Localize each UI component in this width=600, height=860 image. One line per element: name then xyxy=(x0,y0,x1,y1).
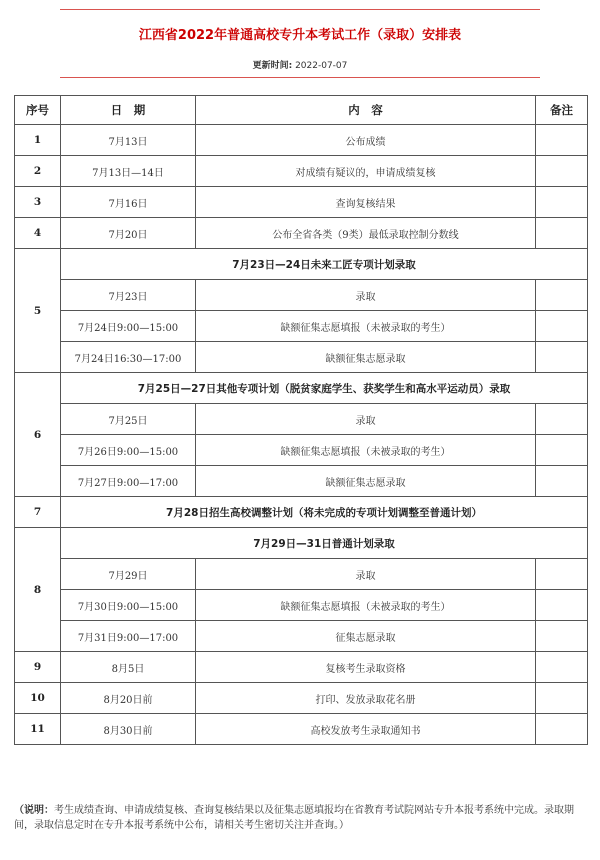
table-row xyxy=(15,621,588,652)
row-remark xyxy=(536,466,588,497)
row-date: 7月13日 xyxy=(61,125,196,156)
group-banner: 7月25日—27日其他专项计划（脱贫家庭学生、获奖学生和高水平运动员）录取 xyxy=(61,373,588,404)
row-content: 征集志愿录取 xyxy=(196,621,536,652)
table-row xyxy=(15,652,588,683)
header-content: 内 容 xyxy=(196,96,536,125)
row-content: 查询复核结果 xyxy=(196,187,536,218)
row-date: 7月29日 xyxy=(61,559,196,590)
table-row xyxy=(15,683,588,714)
row-date: 7月16日 xyxy=(61,187,196,218)
group-banner: 7月23日—24日未来工匠专项计划录取 xyxy=(61,249,588,280)
row-date: 8月20日前 xyxy=(61,683,196,714)
row-date: 7月27日9:00—17:00 xyxy=(61,466,196,497)
row-content: 缺额征集志愿录取 xyxy=(196,466,536,497)
group-banner-row xyxy=(15,249,588,280)
row-content: 高校发放考生录取通知书 xyxy=(196,714,536,745)
header-divider xyxy=(60,77,540,78)
row-no: 10 xyxy=(15,683,61,714)
group-banner-row xyxy=(15,528,588,559)
header-no: 序号 xyxy=(15,96,61,125)
row-remark xyxy=(536,621,588,652)
row-remark xyxy=(536,311,588,342)
footnote xyxy=(14,803,589,833)
row-remark xyxy=(536,683,588,714)
update-time xyxy=(0,58,600,71)
row-no: 11 xyxy=(15,714,61,745)
row-content: 录取 xyxy=(196,559,536,590)
table-row xyxy=(15,435,588,466)
page-title: 江西省2022年普通高校专升本考试工作（录取）安排表 xyxy=(138,28,462,43)
row-date: 7月25日 xyxy=(61,404,196,435)
row-date: 7月24日9:00—15:00 xyxy=(61,311,196,342)
row-date: 7月26日9:00—15:00 xyxy=(61,435,196,466)
row-date: 8月30日前 xyxy=(61,714,196,745)
group-banner-row xyxy=(15,497,588,528)
row-date: 7月20日 xyxy=(61,218,196,249)
row-remark xyxy=(536,187,588,218)
row-remark xyxy=(536,714,588,745)
row-date: 7月24日16:30—17:00 xyxy=(61,342,196,373)
row-content: 缺额征集志愿填报（未被录取的考生） xyxy=(196,590,536,621)
row-no: 2 xyxy=(15,156,61,187)
row-remark xyxy=(536,435,588,466)
row-no: 7 xyxy=(15,497,61,528)
row-date: 7月30日9:00—15:00 xyxy=(61,590,196,621)
row-content: 打印、发放录取花名册 xyxy=(196,683,536,714)
row-remark xyxy=(536,218,588,249)
row-content: 对成绩有疑议的，申请成绩复核 xyxy=(196,156,536,187)
group-banner: 7月29日—31日普通计划录取 xyxy=(61,528,588,559)
footnote-text: 考生成绩查询、申请成绩复核、查询复核结果以及征集志愿填报均在省教育考试院网站专升本报考系统中完成。录取期间，录取信息定时在专升本报考系统中公布，请相关考生密切关注并查询。） xyxy=(14,805,574,831)
row-remark xyxy=(536,280,588,311)
table-row xyxy=(15,590,588,621)
table-row xyxy=(15,311,588,342)
row-content: 公布全省各类（9类）最低录取控制分数线 xyxy=(196,218,536,249)
row-no: 3 xyxy=(15,187,61,218)
row-content: 公布成绩 xyxy=(196,125,536,156)
table-row xyxy=(15,156,588,187)
table-row xyxy=(15,714,588,745)
row-no: 5 xyxy=(15,249,61,373)
table-row xyxy=(15,404,588,435)
row-no: 9 xyxy=(15,652,61,683)
update-time-value: 2022-07-07 xyxy=(295,61,348,71)
table-row xyxy=(15,125,588,156)
row-content: 录取 xyxy=(196,280,536,311)
row-date: 7月23日 xyxy=(61,280,196,311)
row-content: 录取 xyxy=(196,404,536,435)
header-remark: 备注 xyxy=(536,96,588,125)
row-remark xyxy=(536,125,588,156)
row-remark xyxy=(536,156,588,187)
group-banner: 7月28日招生高校调整计划（将未完成的专项计划调整至普通计划） xyxy=(61,497,588,528)
row-remark xyxy=(536,404,588,435)
row-content: 缺额征集志愿填报（未被录取的考生） xyxy=(196,435,536,466)
row-no: 1 xyxy=(15,125,61,156)
row-no: 4 xyxy=(15,218,61,249)
row-remark xyxy=(536,559,588,590)
table-row xyxy=(15,342,588,373)
row-no: 6 xyxy=(15,373,61,497)
row-remark xyxy=(536,342,588,373)
row-date: 8月5日 xyxy=(61,652,196,683)
row-content: 复核考生录取资格 xyxy=(196,652,536,683)
row-content: 缺额征集志愿录取 xyxy=(196,342,536,373)
table-header-row xyxy=(15,96,588,125)
table-row xyxy=(15,559,588,590)
table-row xyxy=(15,218,588,249)
row-content: 缺额征集志愿填报（未被录取的考生） xyxy=(196,311,536,342)
top-divider xyxy=(60,9,540,10)
update-time-label: 更新时间: xyxy=(252,61,293,71)
row-no: 8 xyxy=(15,528,61,652)
table-row xyxy=(15,280,588,311)
group-banner-row xyxy=(15,373,588,404)
row-remark xyxy=(536,590,588,621)
header-date: 日 期 xyxy=(61,96,196,125)
row-date: 7月13日—14日 xyxy=(61,156,196,187)
footnote-label: （说明： xyxy=(14,805,54,816)
table-row xyxy=(15,187,588,218)
row-remark xyxy=(536,652,588,683)
schedule-table xyxy=(14,95,588,745)
row-date: 7月31日9:00—17:00 xyxy=(61,621,196,652)
table-row xyxy=(15,466,588,497)
